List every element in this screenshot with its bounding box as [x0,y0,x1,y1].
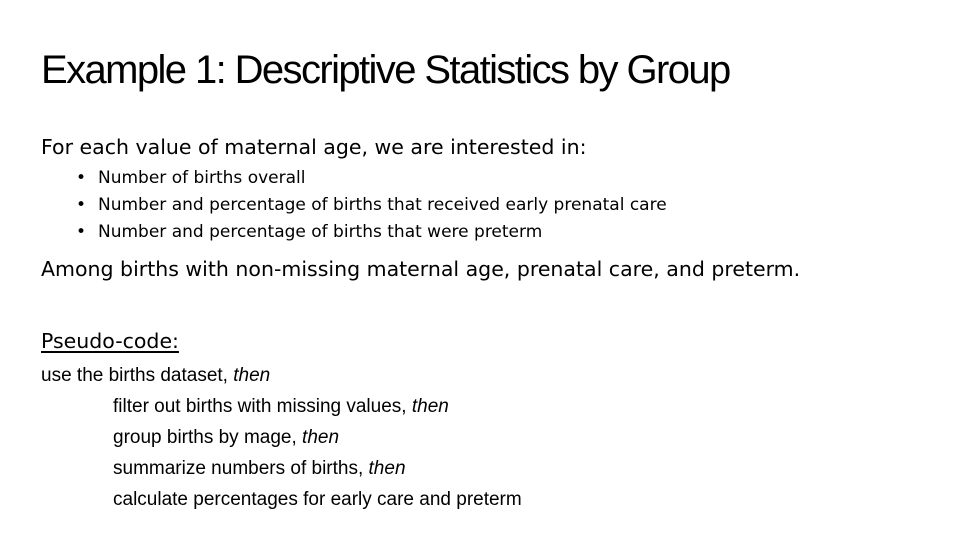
bullet-item-preterm [76,219,667,246]
pseudo-code-line [41,364,270,388]
pseudo-code-then: then [302,427,340,448]
pseudo-code-heading: Pseudo-code: [41,329,179,353]
pseudo-code-text: group births by mage, [113,427,303,448]
interest-bullet-list [76,165,667,246]
pseudo-code-text: use the births dataset, [41,365,234,386]
bullet-text: Number of births overall [98,168,306,188]
bullet-dot-icon: • [76,168,87,188]
bullet-dot-icon: • [76,195,87,215]
slide-title: Example 1: Descriptive Statistics by Group [41,48,730,92]
pseudo-code-text: calculate percentages for early care and preterm [113,489,522,510]
pseudo-code-text: summarize numbers of births, [113,458,369,479]
pseudo-code-line [113,395,449,419]
pseudo-code-line [113,488,522,512]
pseudo-code-then: then [411,396,449,417]
bullet-text: Number and percentage of births that received early prenatal care [98,195,667,215]
bullet-dot-icon: • [76,222,87,242]
pseudo-code-text: filter out births with missing values, [113,396,412,417]
pseudo-code-then: then [233,365,271,386]
pseudo-code-line [113,457,406,481]
intro-text: For each value of maternal age, we are interested in: [41,135,587,159]
bullet-item-births-overall [76,165,667,192]
summary-text: Among births with non-missing maternal age, prenatal care, and preterm. [41,257,801,281]
bullet-text: Number and percentage of births that were preterm [98,222,543,242]
bullet-item-prenatal-care [76,192,667,219]
pseudo-code-line [113,426,339,450]
pseudo-code-then: then [368,458,406,479]
